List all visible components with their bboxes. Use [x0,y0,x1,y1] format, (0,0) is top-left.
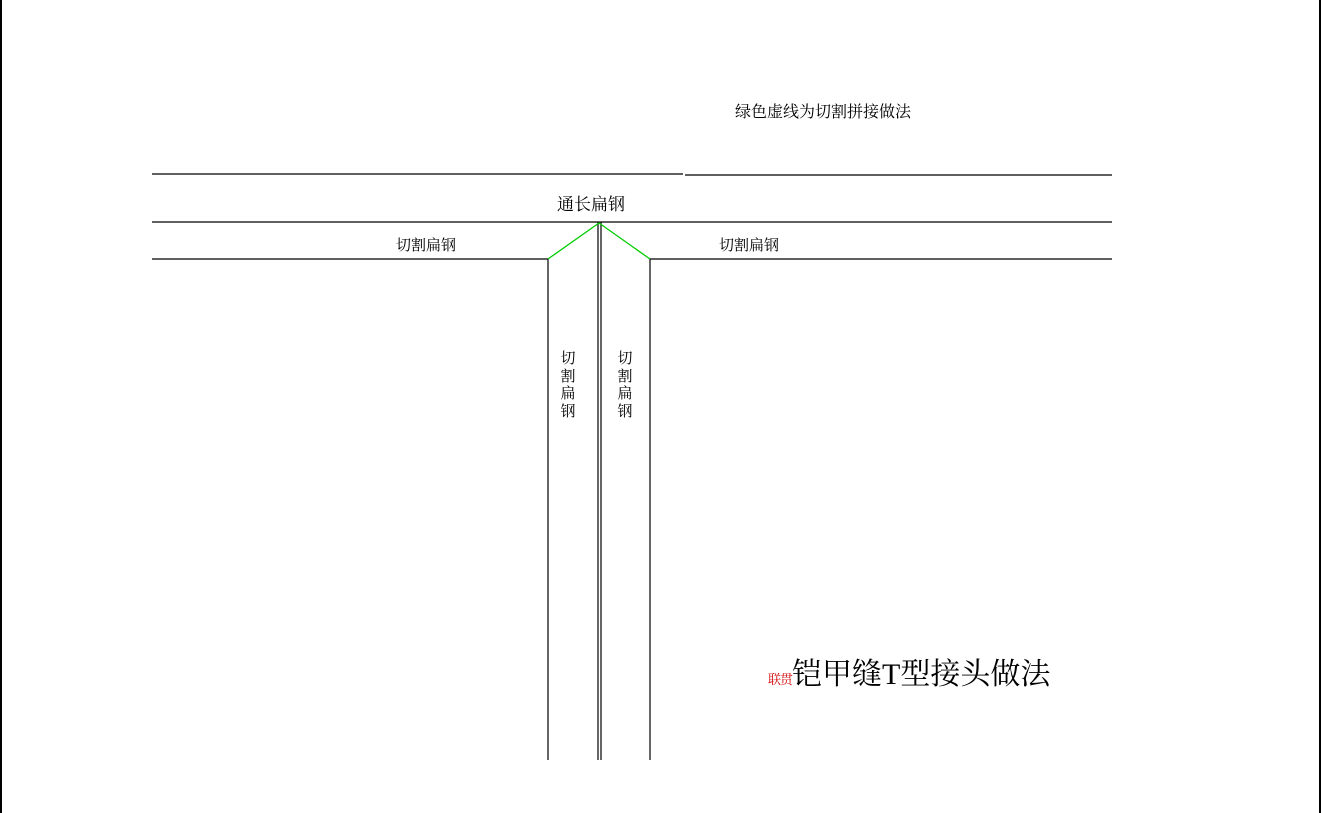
label-cut-flat-steel-vertical-right [616,350,634,421]
label-cut-flat-steel-right: 切割扁钢 [719,237,780,254]
title-block [768,660,1050,690]
vchar-4: 钢 [560,403,576,421]
vchar-2: 割 [560,367,576,385]
vchar-2: 割 [617,367,633,385]
green-cut-line-left [548,223,599,259]
drawing-title: 铠甲缝T型接头做法 [792,658,1051,691]
vchar-1: 切 [560,350,576,367]
vchar-3: 扁 [560,385,576,403]
note-green-dashed: 绿色虚线为切割拼接做法 [735,104,912,121]
label-through-flat-steel: 通长扁钢 [557,195,625,214]
label-cut-flat-steel-left: 切割扁钢 [396,237,457,254]
company-logo-text: 联贯 [768,672,793,687]
vchar-1: 切 [617,350,633,367]
label-cut-flat-steel-vertical-left [559,350,577,421]
green-cut-line-right [599,223,650,259]
vchar-3: 扁 [617,385,633,403]
vchar-4: 钢 [617,403,633,421]
